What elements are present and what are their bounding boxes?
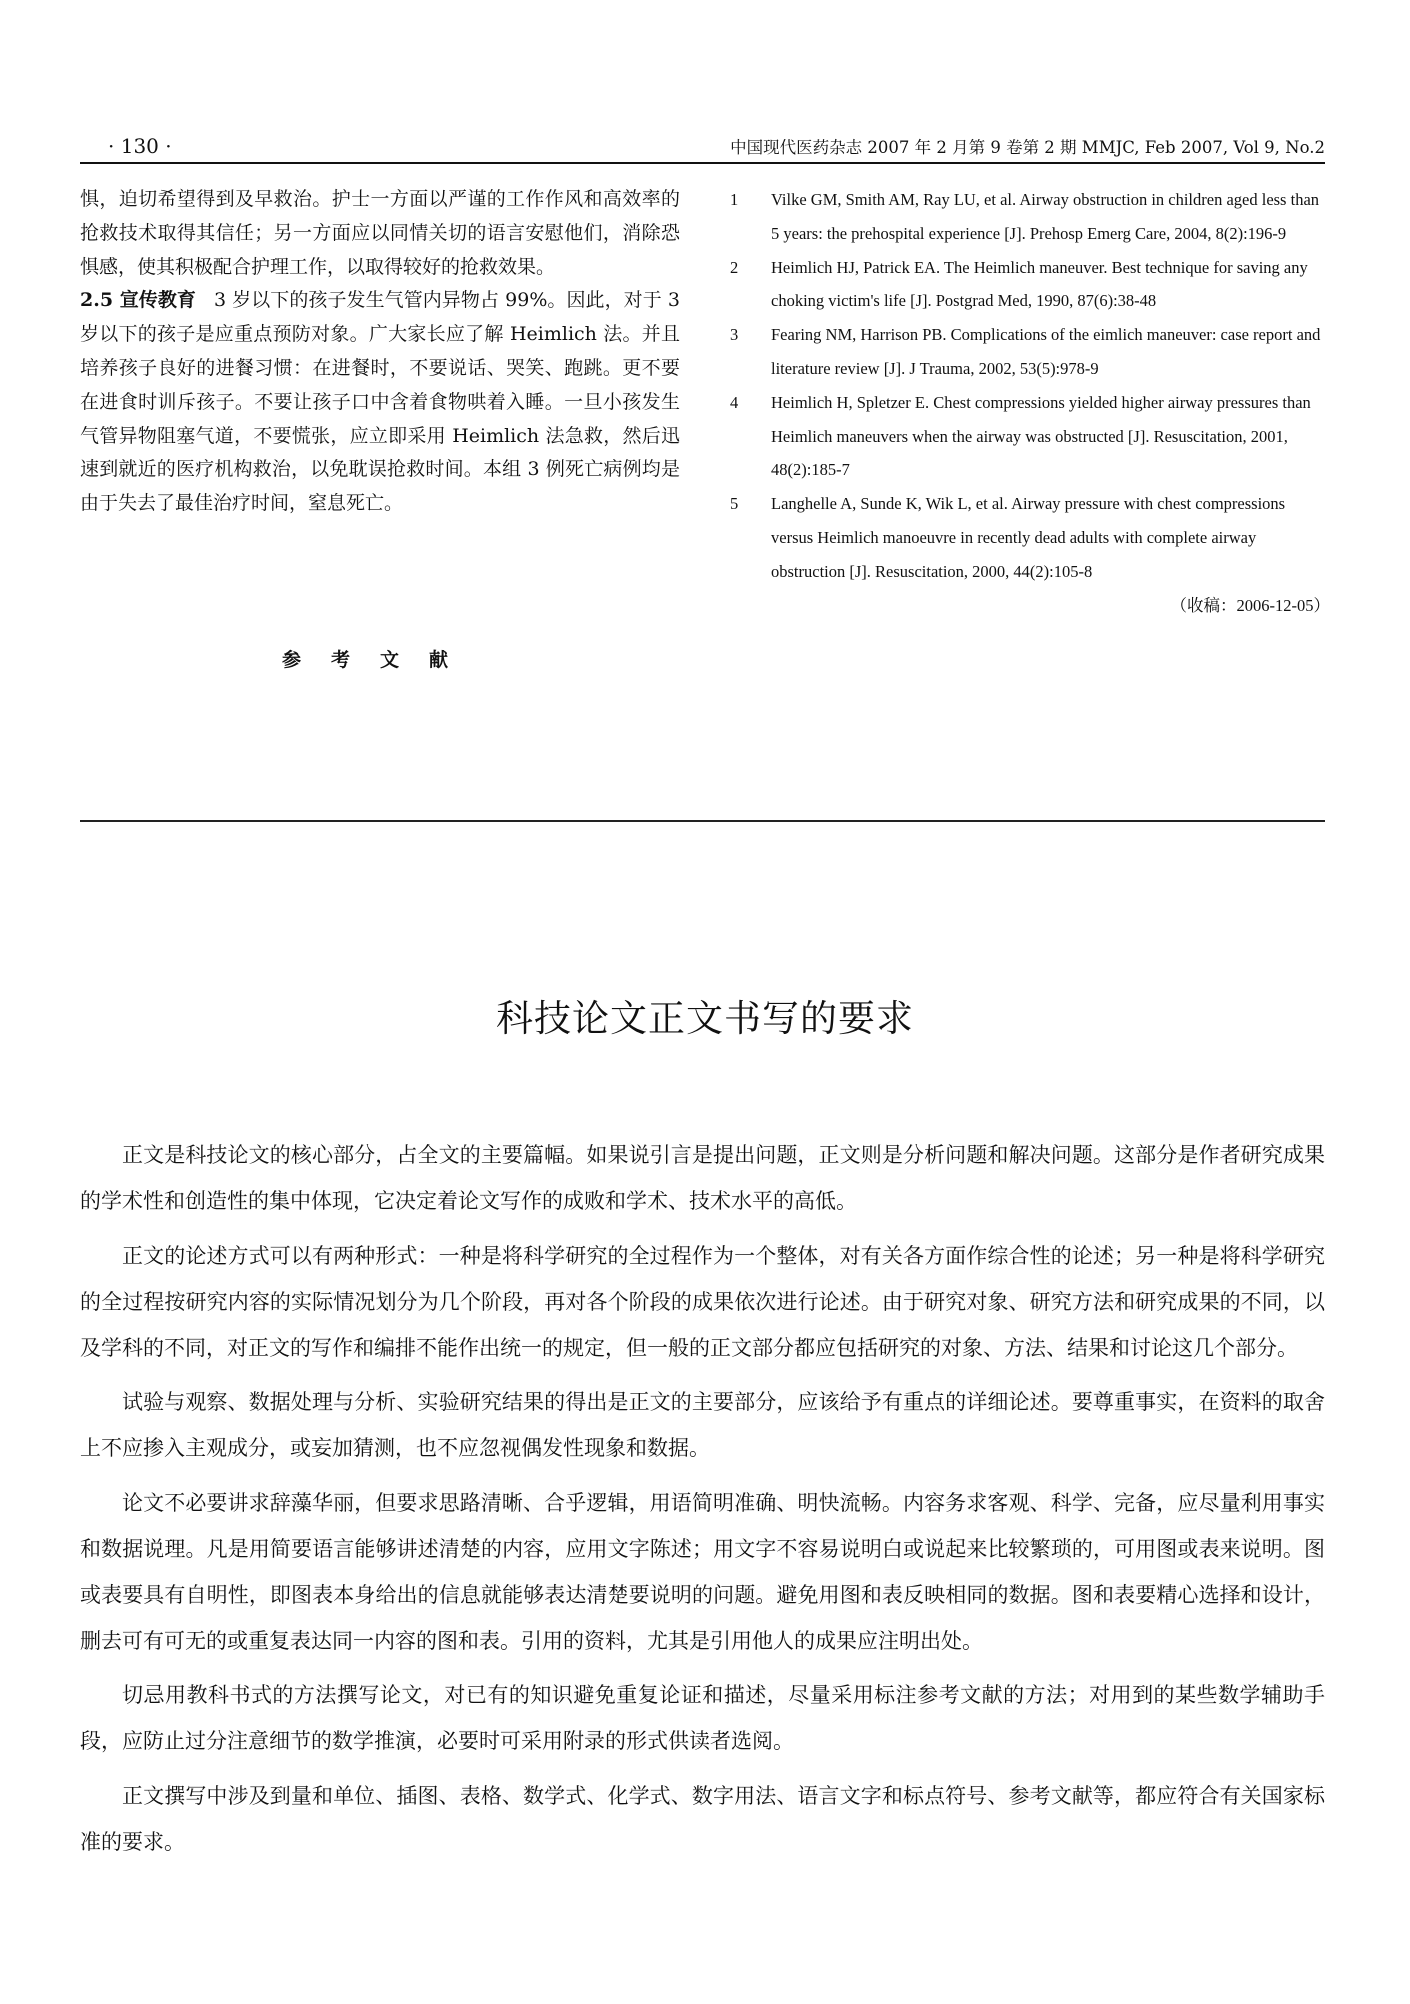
body-paragraph: 正文的论述方式可以有两种形式：一种是将科学研究的全过程作为一个整体，对有关各方面作综合性的论述；另一种是将科学研究的全过程按研究内容的实际情况划分为几个阶段，再对各个阶段的成果依次进行论述。由于研究对象、研究方法和研究成果的不同，以及学科的不同，对正文的写作和编排不能作出统一的规定，但一般的正文部分都应包括研究的对象、方法、结果和讨论这几个部分。 [80, 1243, 1325, 1360]
reference-item [730, 251, 1330, 319]
body-paragraph: 正文撰写中涉及到量和单位、插图、表格、数学式、化学式、数字用法、语言文字和标点符号、参考文献等，都应符合有关国家标准的要求。 [80, 1783, 1325, 1854]
reference-number: 3 [730, 325, 739, 345]
body-paragraph: 论文不必要讲求辞藻华丽，但要求思路清晰、合乎逻辑，用语简明准确、明快流畅。内容务求客观、科学、完备，应尽量利用事实和数据说理。凡是用简要语言能够讲述清楚的内容，应用文字陈述；用文字不容易说明白或说起来比较繁琐的，可用图或表来说明。图或表要具有自明性，即图表本身给出的信息就能够表达清楚要说明的问题。避免用图和表反映相同的数据。图和表要精心选择和设计，删去可有可无的或重复表达同一内容的图和表。引用的资料，尤其是引用他人的成果应注明出处。 [80, 1490, 1325, 1653]
reference-item [730, 386, 1330, 487]
references-heading: 参考文献 [281, 649, 478, 671]
references-list [730, 183, 1330, 622]
journal-running-head: 中国现代医药杂志 2007 年 2 月第 9 卷第 2 期 MMJC, Feb 2007, Vol 9, No.2 [730, 138, 1325, 157]
section-2-5-text: 3 岁以下的孩子发生气管内异物占 99%。因此，对于 3 岁以下的孩子是应重点预防对象。广大家长应了解 Heimlich 法。并且培养孩子良好的进餐习惯：在进餐时，不要说话、哭笑、跑跳。更不要在进食时训斥孩子。不要让孩子口中含着食物哄着入睡。一旦小孩发生气管异物阻塞气道，不要慌张，应立即采用 Heimlich 法急救，然后迅速到就近的医疗机构救治，以免耽误抢救时间。本组 3 例死亡病例均是由于失去了最佳治疗时间，窒息死亡。 [80, 289, 680, 515]
section-2-5 [80, 284, 680, 521]
page-header [80, 128, 1325, 164]
reference-item [730, 318, 1330, 386]
reference-item [730, 487, 1330, 588]
body-paragraph: 试验与观察、数据处理与分析、实验研究结果的得出是正文的主要部分，应该给予有重点的详细论述。要尊重事实，在资料的取舍上不应掺入主观成分，或妄加猜测，也不应忽视偶发性现象和数据。 [80, 1390, 1325, 1460]
reference-text: Vilke GM, Smith AM, Ray LU, et al. Airway obstruction in children aged less than 5 years: the prehospital experience [J]. Prehosp Emerg Care, 2004, 8(2):196-9 [771, 190, 1320, 243]
article-body [80, 1132, 1325, 1873]
left-paragraph-1: 惧，迫切希望得到及早救治。护士一方面以严谨的工作作风和高效率的抢救技术取得其信任；另一方面应以同情关切的语言安慰他们，消除恐惧感，使其积极配合护理工作，以取得较好的抢救效果。 [80, 188, 680, 278]
article-title: 科技论文正文书写的要求 [496, 997, 914, 1040]
reference-text: Langhelle A, Sunde K, Wik L, et al. Airway pressure with chest compressions versus Heimlich manoeuvre in recently dead adults with complete airway obstruction [J]. Resuscitation, 2000, 44(2):105-8 [771, 494, 1286, 581]
section-divider [80, 820, 1325, 822]
left-column [80, 183, 680, 521]
reference-number: 1 [730, 190, 739, 209]
reference-number: 4 [730, 392, 739, 412]
body-paragraph: 正文是科技论文的核心部分，占全文的主要篇幅。如果说引言是提出问题，正文则是分析问题和解决问题。这部分是作者研究成果的学术性和创造性的集中体现，它决定着论文写作的成败和学术、技术水平的高低。 [80, 1143, 1325, 1213]
body-paragraph: 切忌用教科书式的方法撰写论文，对已有的知识避免重复论证和描述，尽量采用标注参考文献的方法；对用到的某些数学辅助手段，应防止过分注意细节的数学推演，必要时可采用附录的形式供读者选阅。 [80, 1683, 1325, 1753]
page-number: · 130 · [108, 134, 172, 158]
received-date: （收稿：2006-12-05） [1170, 595, 1330, 615]
reference-text: Heimlich HJ, Patrick EA. The Heimlich maneuver. Best technique for saving any choking victim's life [J]. Postgrad Med, 1990, 87(6):38-48 [771, 257, 1308, 311]
reference-item [730, 183, 1330, 251]
reference-text: Heimlich H, Spletzer E. Chest compressions yielded higher airway pressures than Heimlich maneuvers when the airway was obstructed [J]. Resuscitation, 2001, 48(2):185-7 [771, 392, 1311, 480]
reference-text: Fearing NM, Harrison PB. Complications of the eimlich maneuver: case report and literature review [J]. J Trauma, 2002, 53(5):978-9 [771, 325, 1321, 378]
section-2-5-title: 2.5 宣传教育 [80, 289, 196, 312]
reference-number: 2 [730, 257, 739, 277]
reference-number: 5 [730, 494, 739, 514]
